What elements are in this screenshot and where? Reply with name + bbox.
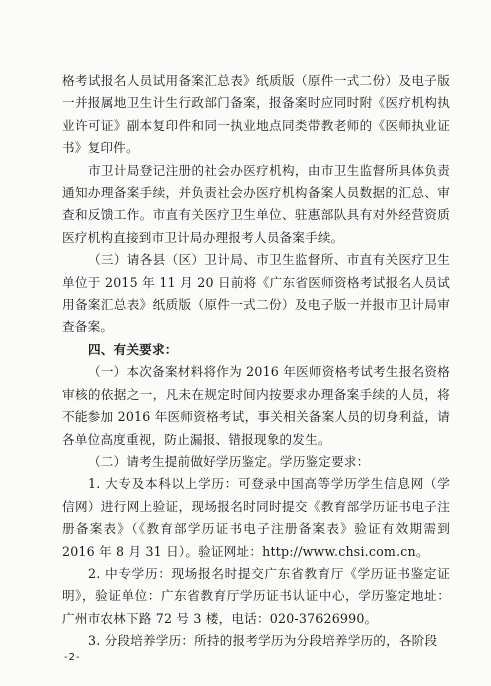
paragraph-college-degree: 1. 大专及本科以上学历：可登录中国高等学历学生信息网（学信网）进行网上验证，现场报名时同时提交《教育部学历证书电子注册备案表》（《教育部学历证书电子注册备案表》验证有效期需到 2016 年 8 月 31 日）。验证网址：http://www.chsi.com.cn。 — [62, 476, 450, 559]
section-heading-requirements: 四、有关要求： — [88, 341, 178, 357]
paragraph-filing-materials: 格考试报名人员试用备案汇总表》纸质版（原件一式二份）及电子版一并报属地卫生计生行政部门备案，报备案时应同时附《医疗机构执业许可证》副本复印件和同一执业地点同类带教老师的《医师执业证书》复印件。 — [62, 73, 450, 156]
paragraph-social-medical-institutions: 市卫计局登记注册的社会办医疗机构，由市卫生监督所具体负责通知办理备案手续，并负责社会办医疗机构备案人员数据的汇总、审查和反馈工作。市直有关医疗卫生单位、驻惠部队具有对外经营资质医疗机构直接到市卫计局办理报考人员备案手续。 — [62, 162, 450, 245]
page-number: -2- — [64, 652, 81, 663]
paragraph-secondary-degree: 2. 中专学历：现场报名时提交广东省教育厅《学历证书鉴定证明》，验证单位：广东省教育厅学历证书认证中心，学历鉴定地址：广州市农林下路 72 号 3 楼，电话：020-37626990。 — [62, 565, 450, 626]
paragraph-requirement-one: （一）本次备案材料将作为 2016 年医师资格考试考生报名资格审核的依据之一，凡未在规定时间内按要求办理备案手续的人员，将不能参加 2016 年医师资格考试，事关相关备案人员的切身利益，请各单位高度重视，防止漏报、错报现象的发生。 — [62, 364, 450, 447]
paragraph-requirement-two: （二）请考生提前做好学历鉴定。学历鉴定要求： — [88, 453, 370, 469]
paragraph-segmented-training: 3. 分段培养学历：所持的报考学历为分段培养学历的，各阶段 — [88, 633, 438, 649]
document-body — [62, 70, 450, 653]
paragraph-item-three: （三）请各县（区）卫计局、市卫生监督所、市直有关医疗卫生单位于 2015 年 11 月 20 日前将《广东省医师资格考试报名人员试用备案汇总表》纸质版（原件一式二份）及电子版一并报市卫计局审查备案。 — [62, 252, 450, 335]
